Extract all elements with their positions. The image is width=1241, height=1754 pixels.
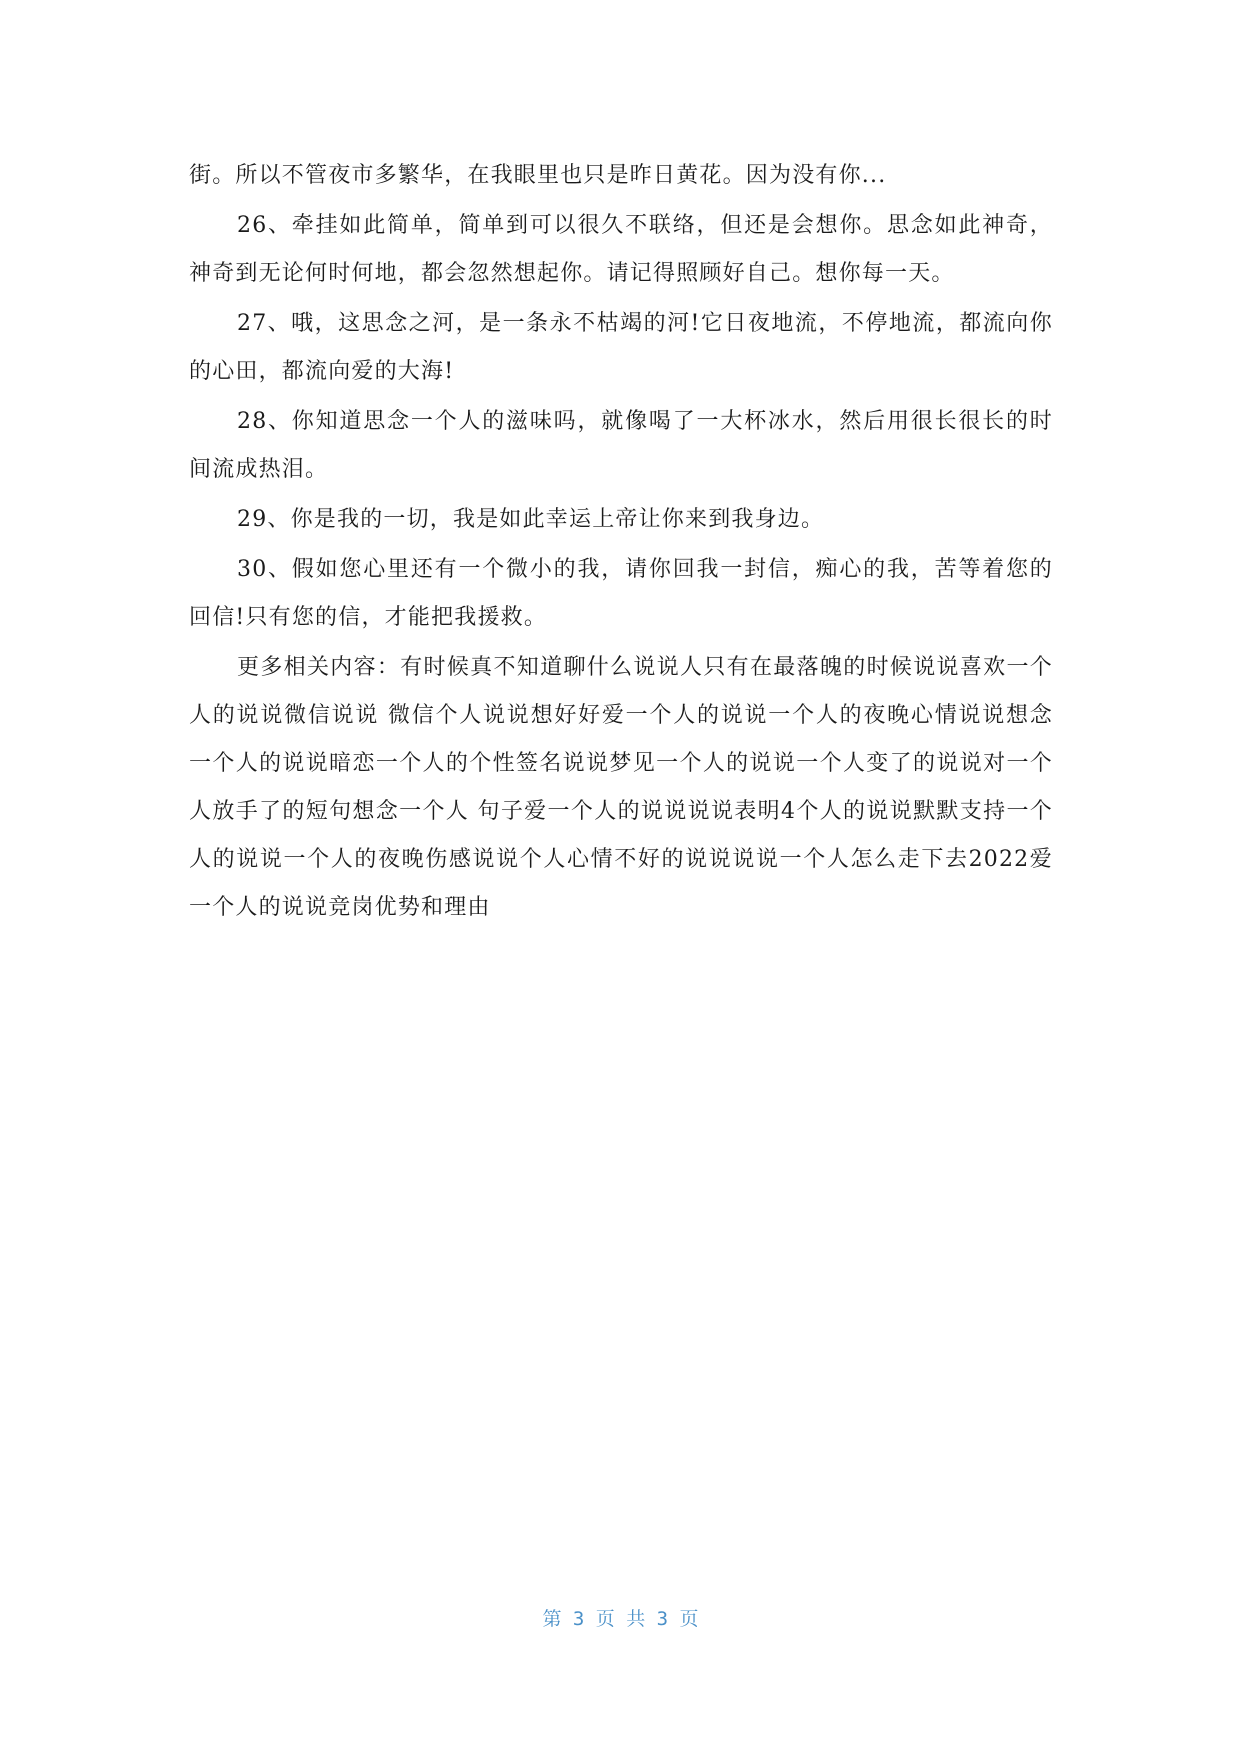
paragraph-item-30: 30、假如您心里还有一个微小的我，请你回我一封信，痴心的我，苦等着您的回信!只有您的信，才能把我援救。 (189, 557, 1053, 630)
document-body (189, 152, 1053, 934)
page-number-footer: 第 3 页 共 3 页 (542, 1608, 699, 1630)
paragraph-item-29: 29、你是我的一切，我是如此幸运上帝让你来到我身边。 (237, 507, 825, 532)
paragraph-item-28: 28、你知道思念一个人的滋味吗，就像喝了一大杯冰水，然后用很长很长的时间流成热泪。 (189, 409, 1053, 482)
paragraph-item-27: 27、哦，这思念之河，是一条永不枯竭的河!它日夜地流，不停地流，都流向你的心田，都流向爱的大海! (189, 311, 1053, 384)
paragraph-item-26: 26、牵挂如此简单，简单到可以很久不联络，但还是会想你。思念如此神奇，神奇到无论何时何地，都会忽然想起你。请记得照顾好自己。想你每一天。 (189, 213, 1053, 286)
paragraph-related-content: 更多相关内容：有时候真不知道聊什么说说人只有在最落魄的时候说说喜欢一个人的说说微信说说 微信个人说说想好好爱一个人的说说一个人的夜晚心情说说想念一个人的说说暗恋一个人的个性签名说说梦见一个人的说说一个人变了的说说对一个人放手了的短句想念一个人 句子爱一个人的说说说说表明4个人的说说默默支持一个人的说说一个人的夜晚伤感说说个人心情不好的说说说说一个人怎么走下去2022爱一个人的说说竞岗优势和理由 (189, 655, 1053, 920)
paragraph-continued: 街。所以不管夜市多繁华，在我眼里也只是昨日黄花。因为没有你... (189, 163, 887, 188)
